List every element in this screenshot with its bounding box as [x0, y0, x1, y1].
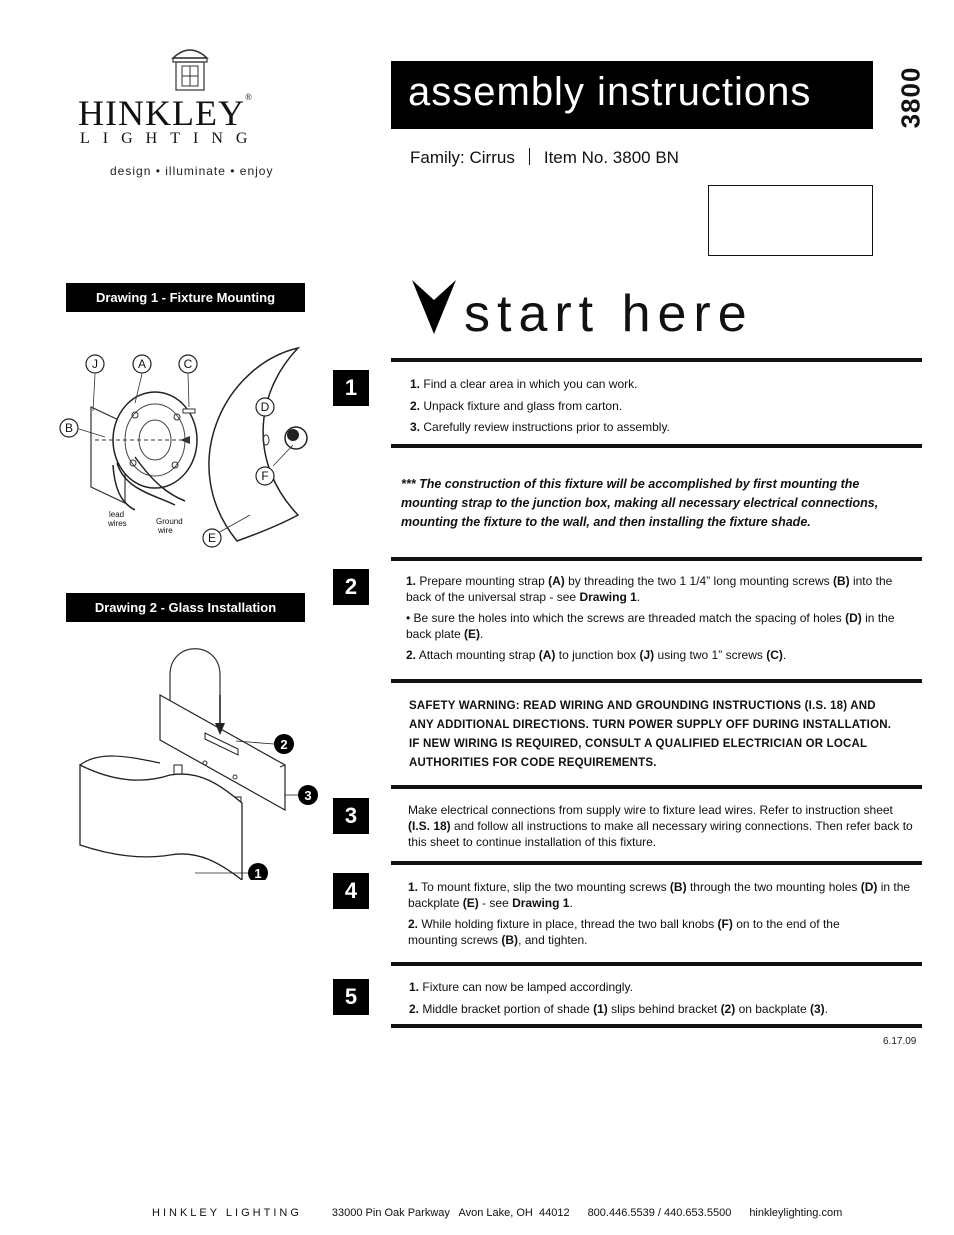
step-5-top-rule: [391, 962, 922, 966]
step-2-bottom-rule: [391, 679, 922, 683]
callout-d-text: D: [260, 400, 270, 414]
step-1-bottom-rule: [391, 444, 922, 448]
ground-label: Ground: [156, 517, 183, 526]
step-2-number: 2: [333, 569, 369, 605]
step-2-para-1: 1. Prepare mounting strap (A) by threading the two 1 1/4” long mounting screws (B) into the back of the universal strap - see Drawing 1.: [406, 574, 893, 604]
step-1-item-1: 1. Find a clear area in which you can work.: [410, 377, 638, 391]
blank-label-box: [708, 185, 873, 256]
brand-name: HINKLEY®: [78, 92, 252, 133]
step-2-text: [406, 573, 914, 668]
callout-2-text: 2: [280, 737, 288, 752]
callout-c-text: C: [183, 357, 193, 371]
footer-phone: 800.446.5539 / 440.653.5500: [587, 1207, 732, 1219]
step-5-bottom-rule: [391, 1024, 922, 1028]
step-2-para-2: • Be sure the holes into which the screws are threaded match the spacing of holes (D) in the back plate (E).: [406, 611, 895, 641]
glass-installation-drawing: [70, 645, 330, 880]
step-3-top-rule: [391, 785, 922, 789]
step-1-number: 1: [333, 370, 369, 406]
step-5-text: [409, 977, 919, 1020]
footer-brand: HINKLEY LIGHTING: [152, 1207, 302, 1219]
step-2-top-rule: [391, 557, 922, 561]
step-5-item-2: 2. Middle bracket portion of shade (1) slips behind bracket (2) on backplate (3).: [409, 1001, 828, 1016]
title-banner: [391, 61, 873, 129]
step-3-text: Make electrical connections from supply wire to fixture lead wires. Refer to instruction sheet (I.S. 18) and follow all instructions to make all necessary wiring connections. Then refer back to this sheet to continue installation of this fixture.: [408, 803, 913, 849]
revision-date: 6.17.09: [883, 1036, 917, 1047]
family-name: Family: Cirrus: [410, 148, 515, 167]
step-3-bottom-rule: [391, 861, 922, 865]
step-2-para-3: 2. Attach mounting strap (A) to junction box (J) using two 1” screws (C).: [406, 648, 787, 662]
step-5-item-1: 1. Fixture can now be lamped accordingly.: [409, 980, 633, 994]
drawing-2-label: Drawing 2 - Glass Installation: [66, 593, 305, 622]
wire-label: wire: [158, 526, 173, 535]
callout-b-text: B: [64, 421, 74, 435]
step-4-number: 4: [333, 873, 369, 909]
callout-1-text: 1: [254, 866, 262, 880]
footer-website[interactable]: hinkleylighting.com: [749, 1207, 843, 1219]
step-1-item-2: 2. Unpack fixture and glass from carton.: [410, 398, 623, 413]
brand-tagline: design • illuminate • enjoy: [110, 164, 274, 178]
wires-label: wires: [108, 519, 127, 528]
callout-e-text: E: [207, 531, 217, 545]
callout-a-text: A: [137, 357, 147, 371]
construction-note: *** The construction of this fixture will be accomplished by first mounting the mounting strap to the junction box, making all necessary electrical connections, mounting the fixture to the wall, and then installing the fixture shade.: [401, 477, 879, 529]
fixture-mounting-drawing: [55, 345, 315, 550]
step-1-top-rule: [391, 358, 922, 362]
footer-address: 33000 Pin Oak Parkway Avon Lake, OH 44012: [331, 1207, 570, 1219]
drawing-1-label: Drawing 1 - Fixture Mounting: [66, 283, 305, 312]
brand-logo: [70, 40, 310, 190]
lead-label: lead: [109, 510, 125, 519]
family-item-line: [410, 148, 679, 168]
separator: [529, 148, 530, 165]
item-number: Item No. 3800 BN: [543, 148, 679, 167]
callout-3-text: 3: [304, 788, 312, 803]
step-5-number: 5: [333, 979, 369, 1015]
callout-f-text: F: [261, 469, 269, 483]
callout-j-text: J: [92, 357, 98, 371]
step-3-number: 3: [333, 798, 369, 834]
page-title: assembly instructions: [408, 70, 812, 114]
step-1-item-3: 3. Carefully review instructions prior to assembly.: [410, 420, 670, 434]
step-4-text: [408, 879, 918, 953]
down-arrow-icon: [410, 278, 458, 336]
safety-warning: SAFETY WARNING: READ WIRING AND GROUNDING INSTRUCTIONS (I.S. 18) AND ANY ADDITIONAL DIRECTIONS. TURN POWER SUPPLY OFF DURING INSTALLATION. IF NEW WIRING IS REQUIRED, CONSULT A QUALIFIED ELECTRICIAN OR LOCAL AUTHORITIES FOR CODE REQUIREMENTS.: [409, 700, 892, 769]
step-4-para-2: 2. While holding fixture in place, thread the two ball knobs (F) on to the end of the mounting screws (B), and tighten.: [408, 917, 840, 947]
step-1-text: [410, 374, 910, 439]
step-4-para-1: 1. To mount fixture, slip the two mounting screws (B) through the two mounting holes (D) in the backplate (E) - see Drawing 1.: [408, 880, 911, 910]
lantern-logo-icon: [165, 44, 215, 92]
model-number-vertical: 3800: [895, 66, 926, 129]
brand-sub: LIGHTING: [80, 130, 261, 147]
footer: [152, 1207, 842, 1219]
start-here-heading: start here: [464, 285, 754, 343]
